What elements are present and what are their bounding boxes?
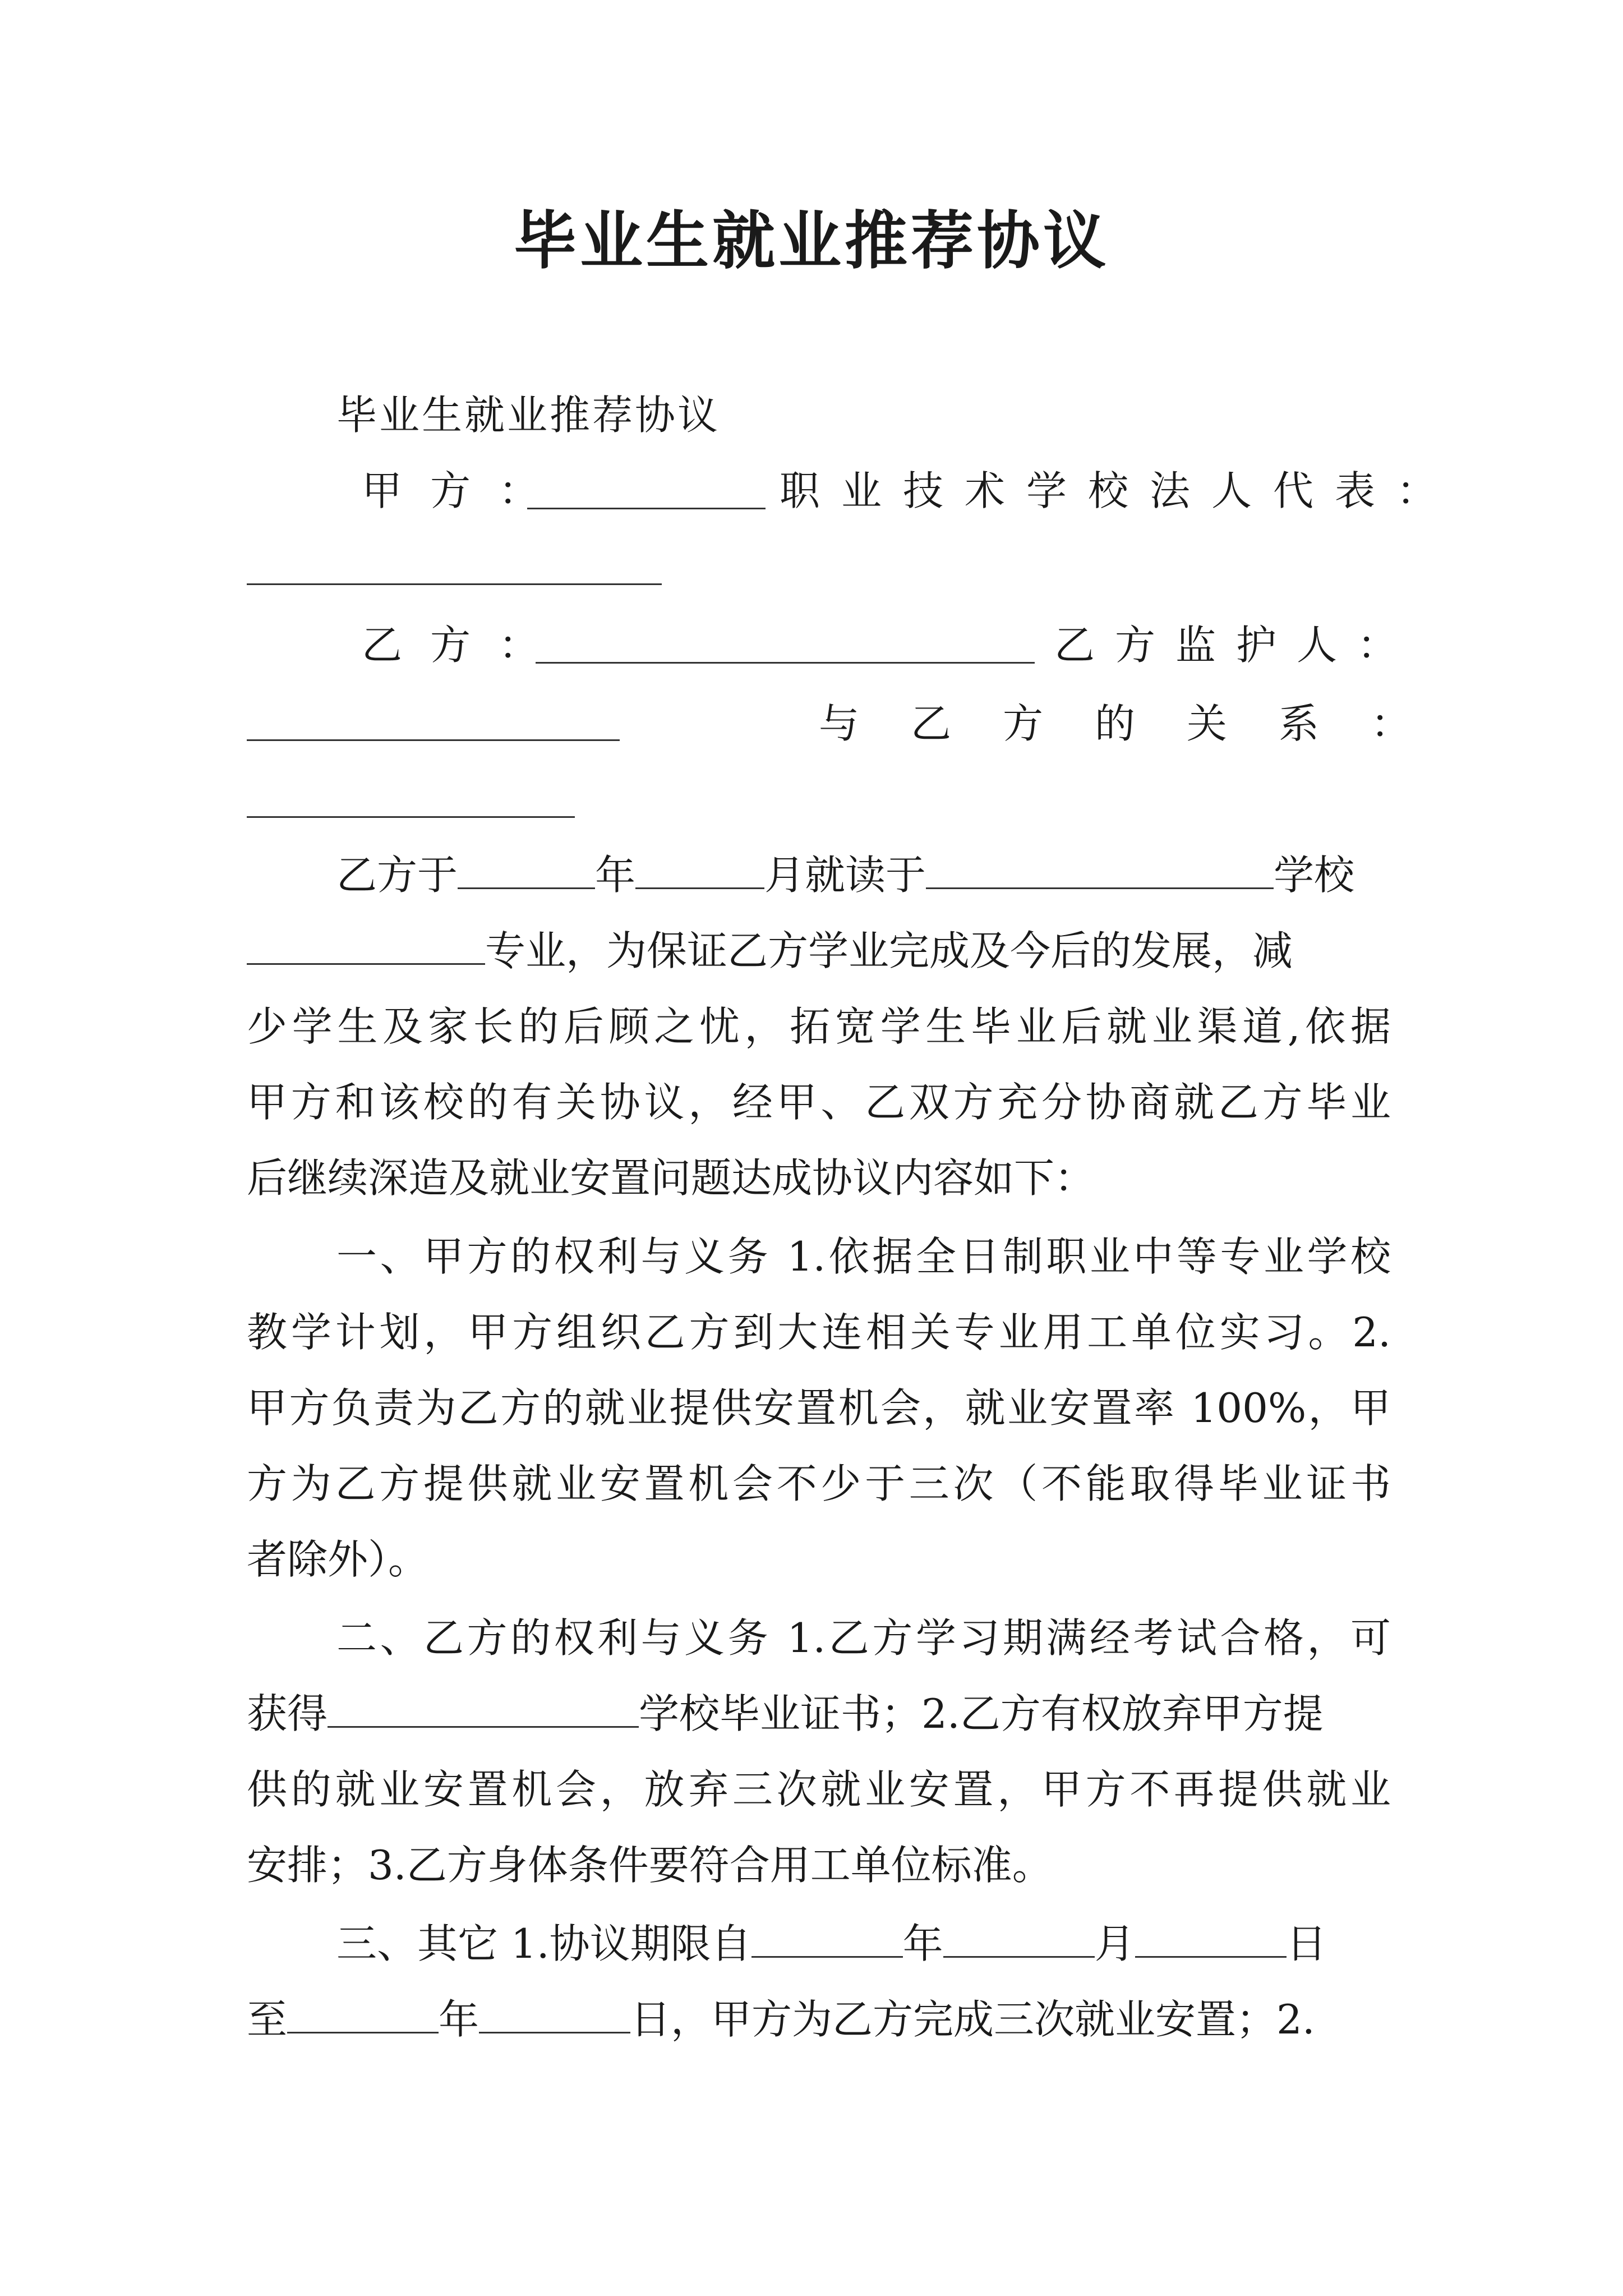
party-a-suffix: 职业技术学校法人代表：	[780, 467, 1459, 514]
party-b-label: 乙方：	[362, 622, 568, 669]
party-b-blank	[536, 662, 1035, 664]
p2-line-1: 一、甲方的权利与义务 1.依据全日制职业中等专业学校	[336, 1233, 1391, 1280]
p1-text-b: 年	[595, 852, 636, 899]
major-blank	[247, 923, 485, 965]
p3-line-1: 二、乙方的权利与义务 1.乙方学习期满经考试合格，可	[336, 1614, 1391, 1662]
p1-text-2: 专业，为保证乙方学业完成及今后的发展，减	[485, 927, 1293, 974]
start-year-blank	[751, 1916, 903, 1958]
start-day-blank	[1135, 1916, 1287, 1958]
legal-rep-blank	[247, 583, 662, 585]
year-blank	[458, 847, 595, 889]
p3-line-3: 供的就业安置机会，放弃三次就业安置，甲方不再提供就业	[247, 1766, 1391, 1813]
party-a-label: 甲方：	[362, 467, 568, 514]
p4-text-e: 至	[247, 1996, 288, 2043]
diploma-school-blank	[328, 1686, 639, 1728]
guardian-label: 乙方监护人：	[1054, 622, 1418, 669]
start-month-blank	[943, 1916, 1095, 1958]
p4-line-2	[247, 1991, 1315, 2047]
document-subtitle: 毕业生就业推荐协议	[336, 392, 721, 439]
p1-text-c: 月就读于	[764, 852, 926, 899]
party-a-blank	[527, 508, 766, 509]
p1-line-4: 甲方和该校的有关协议，经甲、乙双方充分协商就乙方毕业	[247, 1079, 1391, 1126]
p4-text-a: 三、其它 1.协议期限自	[336, 1920, 751, 1967]
p3-text-b: 学校毕业证书；2.乙方有权放弃甲方提	[639, 1690, 1324, 1737]
p1-text-d: 学校	[1274, 852, 1355, 899]
p1-text-a: 乙方于	[336, 852, 458, 899]
p4-text-c: 月	[1094, 1920, 1135, 1967]
p2-line-5: 者除外）。	[247, 1536, 429, 1583]
relation-label: 与乙方的关系：	[819, 700, 1463, 747]
p4-line-1	[336, 1916, 1327, 1972]
end-year-blank	[287, 1991, 439, 2033]
p4-text-b: 年	[902, 1920, 943, 1967]
p4-text-f: 年	[439, 1996, 479, 2043]
end-day-blank	[479, 1991, 630, 2033]
p1-line-5: 后继续深造及就业安置问题达成协议内容如下：	[247, 1154, 1095, 1202]
p3-line-4: 安排；3.乙方身体条件要符合用工单位标准。	[247, 1842, 1053, 1889]
school-blank	[926, 847, 1274, 889]
p3-text-a: 获得	[247, 1690, 328, 1737]
p1-line-3: 少学生及家长的后顾之忧，拓宽学生毕业后就业渠道,依据	[247, 1003, 1391, 1050]
p2-line-3: 甲方负责为乙方的就业提供安置机会，就业安置率 100%，甲	[247, 1384, 1391, 1432]
relation-blank	[247, 816, 575, 818]
guardian-blank	[247, 739, 620, 741]
p1-line-1	[336, 847, 1354, 903]
p2-line-2: 教学计划，甲方组织乙方到大连相关专业用工单位实习。2.	[247, 1309, 1391, 1356]
p3-line-2	[247, 1686, 1324, 1742]
p4-text-d: 日	[1286, 1920, 1327, 1967]
p4-text-g: 日，甲方为乙方完成三次就业安置；2.	[630, 1996, 1315, 2043]
month-blank	[635, 847, 764, 889]
document-title: 毕业生就业推荐协议	[514, 204, 1109, 278]
p2-line-4: 方为乙方提供就业安置机会不少于三次（不能取得毕业证书	[247, 1460, 1391, 1507]
p1-line-2	[247, 923, 1293, 979]
